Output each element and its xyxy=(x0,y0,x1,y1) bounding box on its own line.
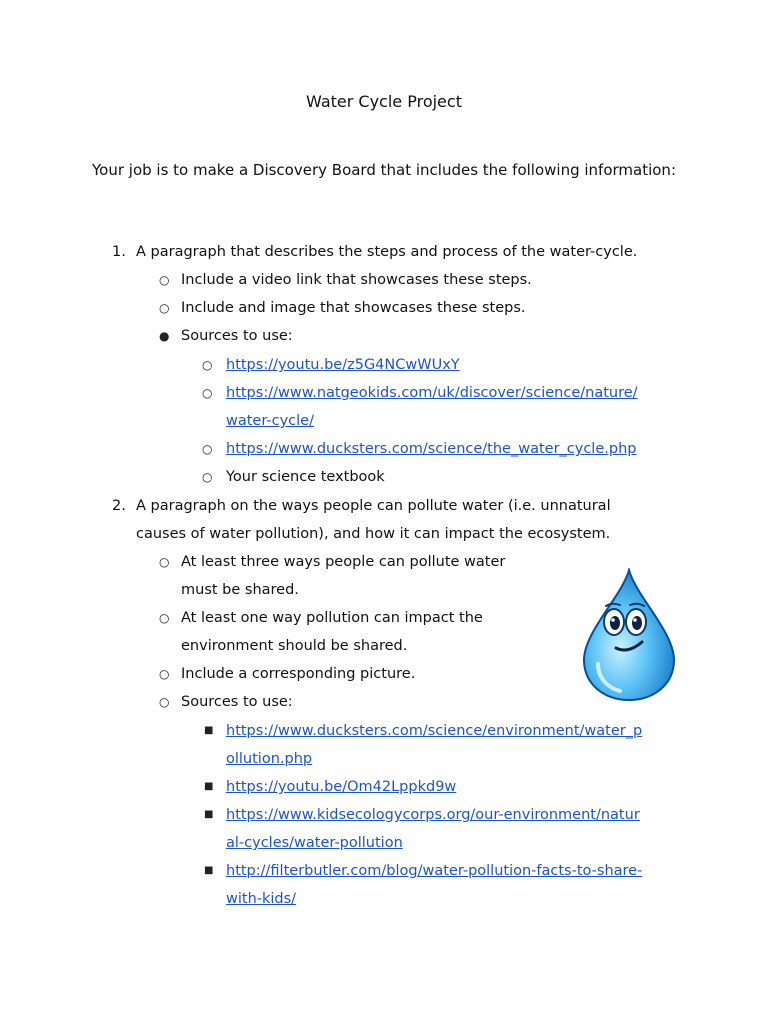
item2-sub2-line1: At least one way pollution can impact the xyxy=(181,610,483,626)
circle-bullet-icon: ○ xyxy=(159,301,170,315)
item1-sub1: Include a video link that showcases these steps. xyxy=(181,272,532,288)
page-title: Water Cycle Project xyxy=(306,92,462,111)
drop-body xyxy=(584,570,674,700)
item2-text-line1: A paragraph on the ways people can pollute water (i.e. unnatural xyxy=(136,498,611,514)
item1-text: A paragraph that describes the steps and process of the water-cycle. xyxy=(136,244,638,260)
item1-number: 1. xyxy=(112,244,126,260)
item2-sub3: Include a corresponding picture. xyxy=(181,666,416,682)
right-pupil xyxy=(632,616,642,630)
item2-sub2-line2: environment should be shared. xyxy=(181,638,408,654)
source-link-filterbutler[interactable]: http://filterbutler.com/blog/water-pollution-facts-to-share- xyxy=(226,863,643,879)
square-bullet-icon: ■ xyxy=(204,725,214,736)
item2-sources-label: Sources to use: xyxy=(181,694,293,710)
source-link-ducksters-pollution[interactable]: https://www.ducksters.com/science/environment/water_p xyxy=(226,723,643,739)
item1-textbook: Your science textbook xyxy=(226,469,385,485)
circle-bullet-icon: ○ xyxy=(202,470,213,484)
circle-bullet-icon: ○ xyxy=(159,667,170,681)
source-link-youtube-pollution[interactable]: https://youtu.be/Om42Lppkd9w xyxy=(226,779,457,795)
source-link-kidsecologycorps[interactable]: https://www.kidsecologycorps.org/our-environment/natur xyxy=(226,807,640,823)
circle-bullet-icon: ○ xyxy=(159,273,170,287)
source-link-kidsecologycorps-cont[interactable]: al-cycles/water-pollution xyxy=(226,835,403,851)
source-link-ducksters-pollution-cont[interactable]: ollution.php xyxy=(226,751,313,767)
item2-sub1-line2: must be shared. xyxy=(181,582,299,598)
item2-sub1-line1: At least three ways people can pollute water xyxy=(181,554,506,570)
circle-bullet-icon: ○ xyxy=(202,442,213,456)
source-link-natgeokids[interactable]: https://www.natgeokids.com/uk/discover/science/nature/ xyxy=(226,385,638,401)
circle-bullet-icon: ○ xyxy=(159,555,170,569)
intro-text: Your job is to make a Discovery Board that includes the following information: xyxy=(91,161,676,179)
water-drop-mascot-icon xyxy=(578,568,680,702)
square-bullet-icon: ■ xyxy=(204,809,214,820)
item2-number: 2. xyxy=(112,498,126,514)
item1-sources-label: Sources to use: xyxy=(181,328,293,344)
source-link-youtube[interactable]: https://youtu.be/z5G4NCwWUxY xyxy=(226,357,460,373)
disc-bullet-icon: ● xyxy=(159,329,170,343)
circle-bullet-icon: ○ xyxy=(202,386,213,400)
square-bullet-icon: ■ xyxy=(204,865,214,876)
square-bullet-icon: ■ xyxy=(204,781,214,792)
circle-bullet-icon: ○ xyxy=(202,358,213,372)
item1-sub2: Include and image that showcases these steps. xyxy=(181,300,526,316)
circle-bullet-icon: ○ xyxy=(159,611,170,625)
source-link-filterbutler-cont[interactable]: with-kids/ xyxy=(226,891,297,907)
circle-bullet-icon: ○ xyxy=(159,695,170,709)
left-pupil xyxy=(610,616,620,630)
source-link-natgeokids-cont[interactable]: water-cycle/ xyxy=(226,413,314,429)
source-link-ducksters[interactable]: https://www.ducksters.com/science/the_water_cycle.php xyxy=(226,441,637,457)
item2-text-line2: causes of water pollution), and how it can impact the ecosystem. xyxy=(136,526,611,542)
